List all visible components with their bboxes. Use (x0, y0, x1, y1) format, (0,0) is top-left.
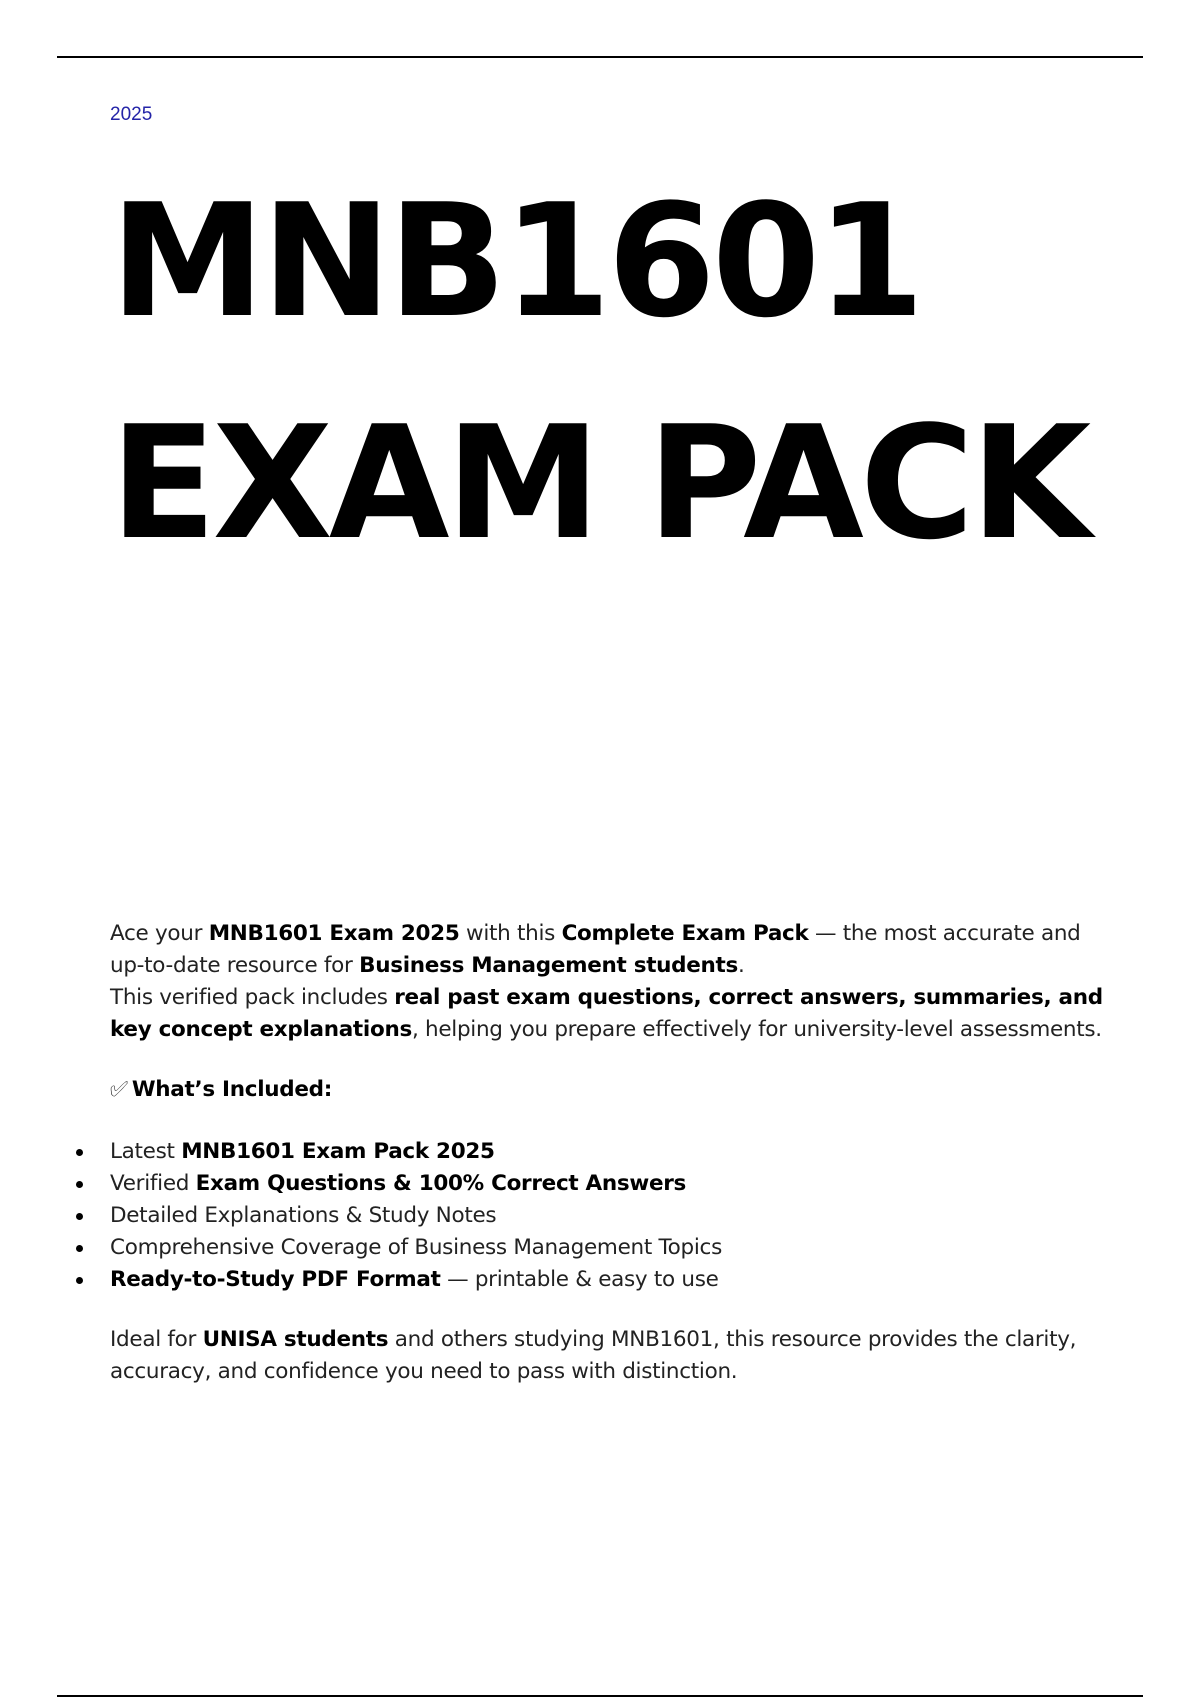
bullet-icon (76, 1181, 83, 1188)
list-item-bold-text: Exam Questions & 100% Correct Answers (195, 1171, 687, 1196)
list-item (110, 1136, 1120, 1168)
intro-text: — the most accurate and up-to-date resource for (110, 921, 1081, 978)
intro-paragraph-1 (110, 918, 1120, 982)
intro-text: , helping you prepare effectively for university-level assessments. (411, 1017, 1102, 1042)
bullet-icon (76, 1277, 83, 1284)
list-item-text: Latest (110, 1139, 182, 1164)
closing-bold-text: UNISA students (202, 1327, 389, 1352)
list-item (110, 1264, 1120, 1296)
list-item-bold-text: Ready-to-Study PDF Format (110, 1267, 441, 1292)
bullet-icon (76, 1149, 83, 1156)
intro-text: . (738, 953, 745, 978)
bullet-icon (76, 1213, 83, 1220)
document-title (110, 150, 1087, 594)
intro-text: Ace your (110, 921, 209, 946)
list-item-text: Comprehensive Coverage of Business Management Topics (110, 1235, 722, 1260)
closing-paragraph (110, 1324, 1120, 1388)
list-item (110, 1232, 1120, 1264)
closing-text: and others studying MNB1601, this resource provides the clarity, accuracy, and confidence you need to pass with distinction. (110, 1327, 1077, 1384)
check-mark-icon: ✅︎ (110, 1077, 128, 1102)
whats-included-label: What’s Included: (131, 1077, 333, 1102)
title-line-2: EXAM PACK (110, 392, 1088, 574)
list-item-text: Verified (110, 1171, 196, 1196)
list-item (110, 1200, 1120, 1232)
year-label: 2025 (110, 104, 153, 125)
intro-bold-text: MNB1601 Exam 2025 (208, 921, 460, 946)
top-rule (57, 56, 1143, 58)
list-item (110, 1168, 1120, 1200)
intro-paragraph-2 (110, 982, 1120, 1046)
bullet-icon (76, 1245, 83, 1252)
whats-included-heading (110, 1074, 1120, 1106)
included-items-list (110, 1136, 1120, 1296)
intro-text: This verified pack includes (110, 985, 395, 1010)
bottom-rule (57, 1695, 1143, 1697)
list-item-text: — printable & easy to use (440, 1267, 719, 1292)
intro-bold-text: Complete Exam Pack (561, 921, 809, 946)
list-item-text: Detailed Explanations & Study Notes (110, 1203, 497, 1228)
description-body (110, 918, 1120, 1388)
intro-bold-text: real past exam questions, correct answers, summaries, and key concept explanations (110, 985, 1103, 1042)
closing-text: Ideal for (110, 1327, 203, 1352)
list-item-bold-text: MNB1601 Exam Pack 2025 (181, 1139, 495, 1164)
title-line-1: MNB1601 (110, 170, 921, 352)
intro-text: with this (459, 921, 562, 946)
intro-bold-text: Business Management students (359, 953, 739, 978)
